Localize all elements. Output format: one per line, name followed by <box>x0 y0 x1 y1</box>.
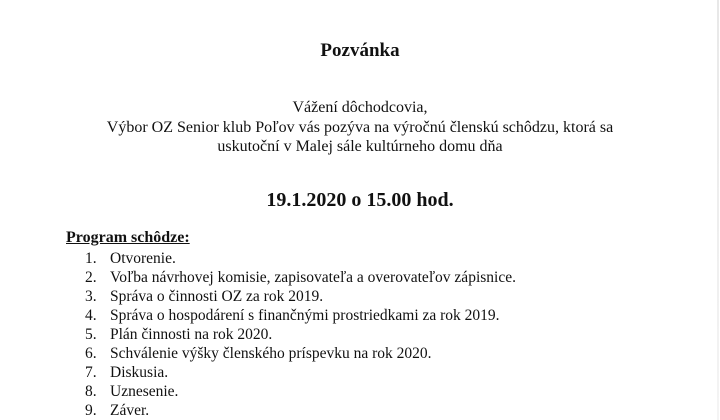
agenda-item-text: Diskusia. <box>110 364 169 381</box>
agenda-item-text: Otvorenie. <box>110 250 176 267</box>
agenda-item-number: 4. <box>85 307 97 324</box>
agenda-list <box>85 249 516 420</box>
agenda-item-number: 6. <box>85 345 97 362</box>
agenda-item-text: Schválenie výšky členského príspevku na rok 2020. <box>110 345 432 362</box>
invitation-text-line-1: Výbor OZ Senior klub Poľov vás pozýva na výročnú členskú schôdzu, ktorá sa <box>106 119 614 136</box>
agenda-item-number: 3. <box>85 288 97 305</box>
agenda-item <box>85 249 516 268</box>
document-title: Pozvánka <box>320 40 400 61</box>
agenda-item <box>85 363 516 382</box>
agenda-item-text: Voľba návrhovej komisie, zapisovateľa a overovateľov zápisnice. <box>110 269 516 286</box>
agenda-item <box>85 401 516 420</box>
agenda-item-text: Záver. <box>110 402 150 419</box>
invitation-text-line-2: uskutoční v Malej sále kultúrneho domu dňa <box>217 138 503 155</box>
agenda-item-text: Správa o činnosti OZ za rok 2019. <box>110 288 324 305</box>
agenda-item-number: 5. <box>85 326 97 343</box>
program-heading: Program schôdze: <box>66 229 190 246</box>
agenda-item <box>85 268 516 287</box>
agenda-item-text: Plán činnosti na rok 2020. <box>110 326 273 343</box>
agenda-item-number: 2. <box>85 269 97 286</box>
meeting-datetime: 19.1.2020 o 15.00 hod. <box>266 189 454 211</box>
agenda-item-text: Uznesenie. <box>110 383 179 400</box>
agenda-item <box>85 382 516 401</box>
agenda-item <box>85 344 516 363</box>
greeting-line: Vážení dôchodcovia, <box>292 99 428 116</box>
agenda-item-number: 7. <box>85 364 97 381</box>
agenda-item <box>85 325 516 344</box>
agenda-item <box>85 287 516 306</box>
agenda-item-number: 8. <box>85 383 97 400</box>
agenda-item <box>85 306 516 325</box>
scan-edge-line <box>717 0 719 420</box>
agenda-item-text: Správa o hospodárení s finančnými prostriedkami za rok 2019. <box>110 307 500 324</box>
agenda-item-number: 9. <box>85 402 97 419</box>
agenda-item-number: 1. <box>85 250 97 267</box>
